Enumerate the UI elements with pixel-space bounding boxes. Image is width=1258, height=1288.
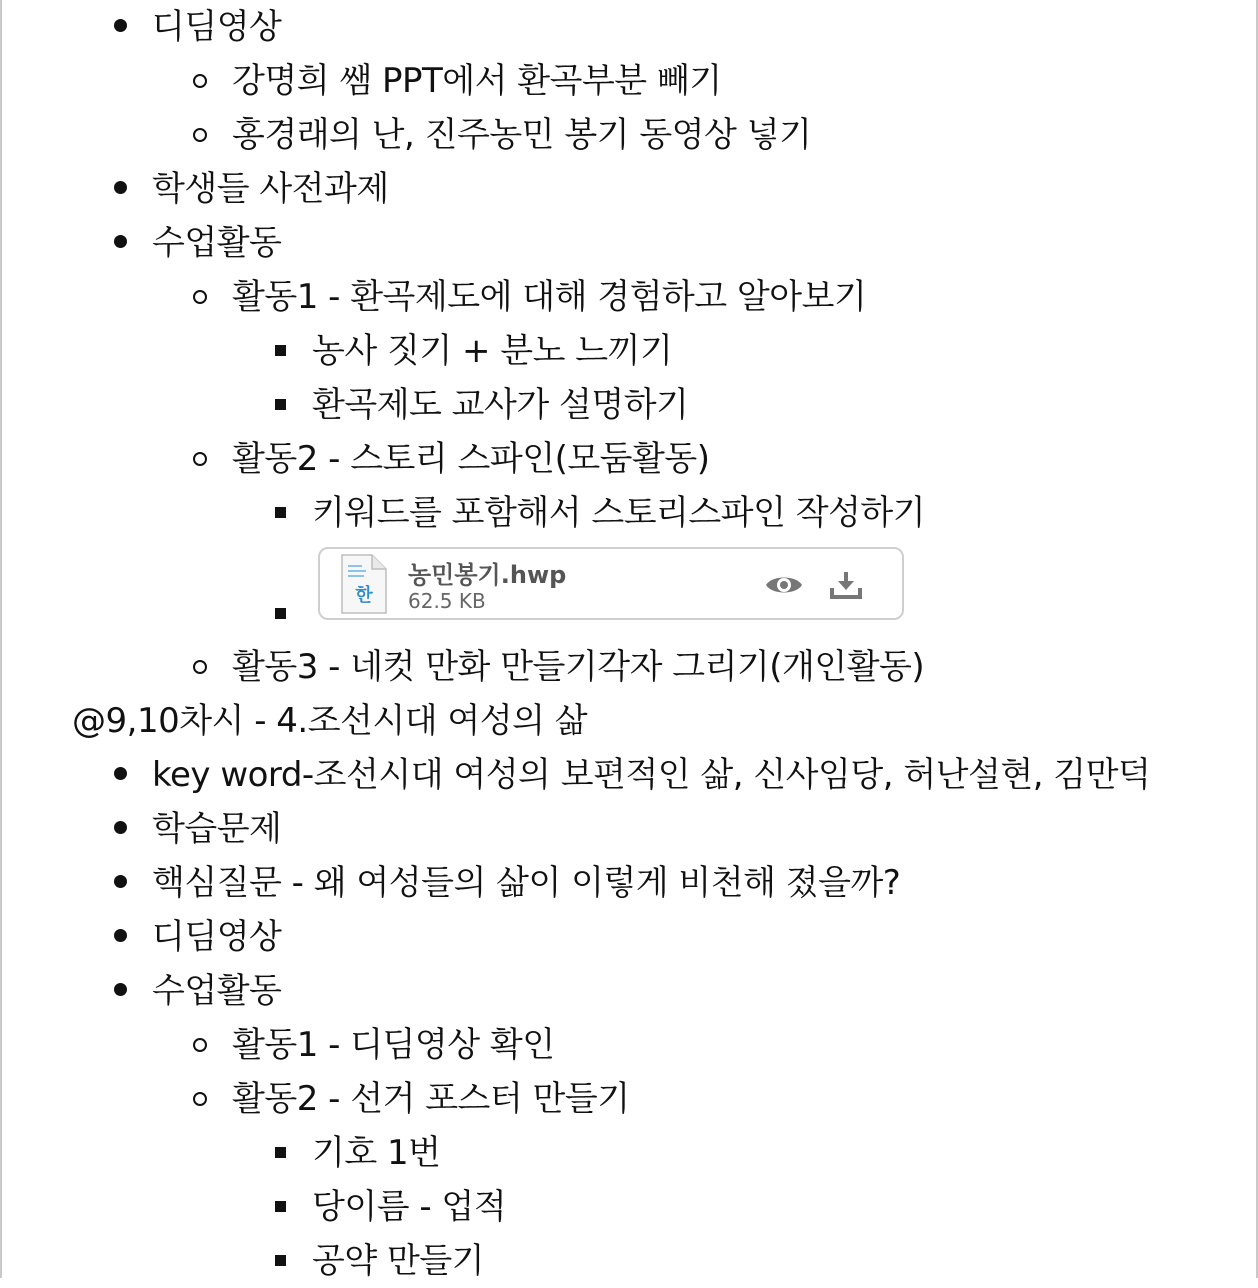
list-item: 홍경래의 난, 진주농민 봉기 동영상 넣기 [232,115,812,155]
list-item: 핵심질문 - 왜 여성들의 삶이 이렇게 비천해 졌을까? [152,863,901,903]
bullet-circle [193,74,207,88]
eye-icon [765,572,803,598]
bullet-circle [193,1092,207,1106]
list-item: 수업활동 [152,223,282,263]
list-item: 키워드를 포함해서 스토리스파인 작성하기 [312,493,926,533]
bullet-circle [193,1038,207,1052]
bullet-square [275,1147,286,1158]
file-name[interactable]: 농민봉기.hwp [408,561,567,589]
bullet-disc [114,875,127,888]
list-item: 활동2 - 선거 포스터 만들기 [232,1079,630,1119]
list-item: 당이름 - 업적 [312,1187,507,1227]
bullet-circle [193,128,207,142]
list-item: 학생들 사전과제 [152,169,389,209]
list-item: 수업활동 [152,971,282,1011]
list-item: 환곡제도 교사가 설명하기 [312,385,689,425]
bullet-disc [114,821,127,834]
bullet-disc [114,19,127,32]
bullet-square [275,507,286,518]
bullet-circle [193,452,207,466]
list-item: 공약 만들기 [312,1241,485,1281]
bullet-circle [193,290,207,304]
bullet-square [275,399,286,410]
bullet-circle [193,660,207,674]
bullet-disc [114,181,127,194]
list-item: 활동1 - 환곡제도에 대해 경험하고 알아보기 [232,277,867,317]
list-item: 활동2 - 스토리 스파인(모둠활동) [232,439,710,479]
bullet-disc [114,235,127,248]
bullet-disc [114,929,127,942]
file-attachment-card[interactable] [318,547,904,620]
bullet-square [275,345,286,356]
file-size: 62.5 KB [408,589,486,613]
list-item: 디딤영상 [152,917,282,957]
hwp-document-icon [340,553,388,615]
list-item: 학습문제 [152,809,282,849]
list-item: 농사 짓기 + 분노 느끼기 [312,331,673,371]
hwp-glyph: 한 [355,585,373,606]
download-icon [829,570,863,600]
list-item: 강명희 쌤 PPT에서 환곡부분 빼기 [232,61,722,101]
bullet-square [275,1255,286,1266]
list-item: key word-조선시대 여성의 보편적인 삶, 신사임당, 허난설현, 김만덕 [152,755,1151,795]
section-heading: @9,10차시 - 4.조선시대 여성의 삶 [72,701,588,741]
list-item: 활동1 - 디딤영상 확인 [232,1025,555,1065]
bullet-disc [114,983,127,996]
page-left-border [0,0,2,1278]
bullet-disc [114,767,127,780]
preview-button[interactable] [764,567,804,603]
bullet-square [275,608,286,619]
bullet-square [275,1201,286,1212]
list-item: 기호 1번 [312,1133,441,1173]
list-item: 디딤영상 [152,7,282,47]
list-item: 활동3 - 네컷 만화 만들기각자 그리기(개인활동) [232,647,925,687]
download-button[interactable] [826,567,866,603]
